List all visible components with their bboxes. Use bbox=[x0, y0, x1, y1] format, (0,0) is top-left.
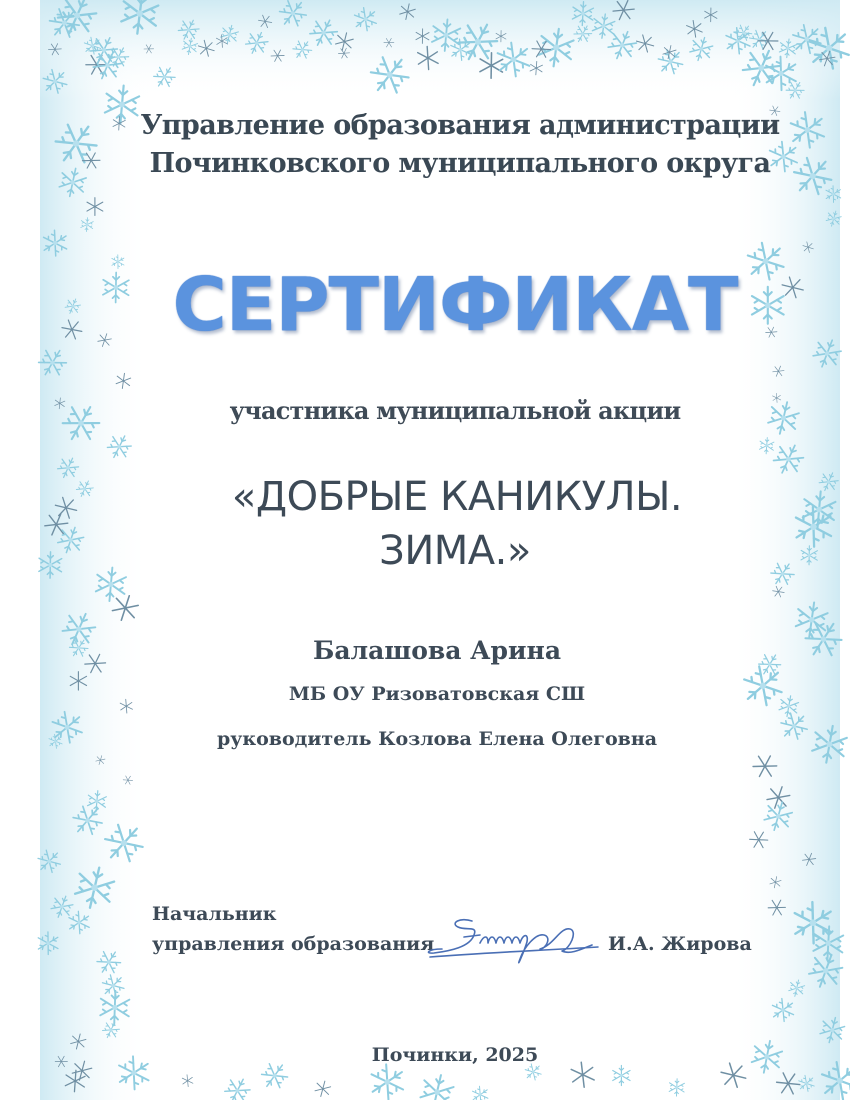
certificate-subtitle: участника муниципальной акции bbox=[229, 396, 681, 425]
place-and-year: Починки, 2025 bbox=[371, 1044, 539, 1066]
participant-name: Балашова Арина bbox=[312, 636, 562, 665]
event-name-line-2: ЗИМА.» bbox=[379, 528, 531, 574]
school-name: МБ ОУ Ризоватовская СШ bbox=[288, 683, 586, 705]
organization-line-2: Починковского муниципального округа bbox=[149, 148, 771, 179]
supervisor-name: руководитель Козлова Елена Олеговна bbox=[216, 728, 658, 750]
organization-line-1: Управление образования администрации bbox=[140, 110, 780, 141]
handwritten-signature bbox=[420, 905, 610, 975]
signatory-name: И.А. Жирова bbox=[608, 933, 752, 955]
signatory-title-line-2: управления образования bbox=[152, 933, 435, 955]
signatory-title-line-1: Начальник bbox=[152, 903, 277, 925]
certificate-title: СЕРТИФИКАТ bbox=[172, 262, 738, 348]
event-name-line-1: «ДОБРЫЕ КАНИКУЛЫ. bbox=[231, 474, 683, 520]
